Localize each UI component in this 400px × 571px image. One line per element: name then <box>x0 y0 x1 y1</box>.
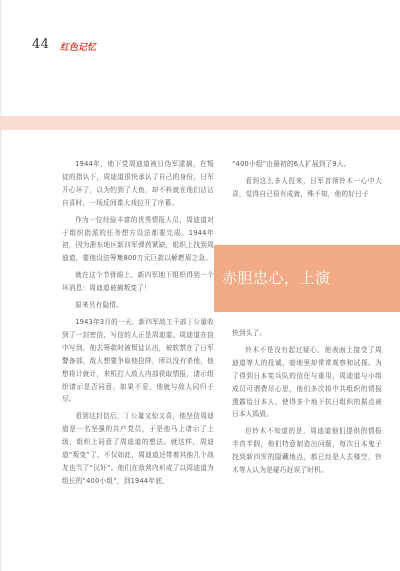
page-edge-line <box>0 0 2 571</box>
paragraph: 1944年，地下党周迪道被日伪军逮捕，在叛徒的指认下，周迪道很快承认了自己的身份，日军开心坏了，以为钓到了大鱼，却不料就在他们沾沾自喜时，一场反间谍大戏拉开了序幕。 <box>62 160 214 207</box>
paragraph: 快到头了。 <box>232 329 267 337</box>
page-number: 44 <box>32 37 50 52</box>
paragraph: 就在这个节骨眼上，新四军地下组织得到一个坏消息：周迪道被捕叛变了！ <box>62 271 214 293</box>
header-color-band <box>0 116 400 130</box>
right-column-bottom <box>232 327 382 481</box>
paragraph: 原来另有隐情。 <box>75 301 124 310</box>
paragraph: 铃木不是没有起过疑心，他表面上接受了周迪道等人的投诚，暗地里却常常观察和试探。为了得到日本宪兵队的信任与重用，周迪道与小组成员可谓费尽心思，他们多次将中共组织的情报透露给日本人，使得多个地下抗日组织的据点被日本人捣毁。 <box>232 345 382 419</box>
paragraph: 作为一位经验丰富的优秀情报人员，周迪道对于组织指派的任务想方设法都要完成。1944年初，因为浙东地区新四军弹药紧缺，组织上找到周迪道，要他设法筹集800万元巨款以解燃眉之急。 <box>62 215 214 263</box>
section-label: 红色记忆 <box>60 43 97 53</box>
left-column <box>62 158 214 492</box>
paragraph: 看到这封信后，丁公量又惊又喜，他坚信周迪道是一名坚强的共产党员，于是他马上请示了上级，组织上同意了周迪道的想法。就这样，周迪道“叛变”了。不仅如此，周迪道还带着其他几个战友也当了“汉奸”。他们在敌营内形成了以周迪道为组长的“400小组”，到1944年底， <box>62 412 214 485</box>
paragraph: 看到这么多人投来，日军首领铃木一心中大喜，觉得自己很有成就，殊不知，他的好日子 <box>232 176 382 198</box>
right-column-top <box>232 158 382 205</box>
paragraph: “400小组”由最初的6人扩展到了9人。 <box>232 160 351 168</box>
paragraph: 但铃木不知道的是，周迪道他们提供的情报半真半假，他们特意制造出问题，每次日本鬼子找到新四军的隐藏地点，都已经是人去楼空，铃木等人认为是碰巧赶误了时机。 <box>232 427 382 475</box>
paragraph: 1943年3月的一天，新四军敌工干部丁公量收到了一封密信，写信的人正是周迪道。周迪道在信中写到，他去筹款时被叛徒认出，被软禁在了日军警备部，敌人想要争取他投降，所以没有杀他，他想将计就计，来机打入敌人内部获取情报，请示组织请示是否同意，如果不妥，他就与敌人同归于尽。 <box>62 317 214 404</box>
banner-title: 赤胆忠心，上演 <box>222 269 331 287</box>
